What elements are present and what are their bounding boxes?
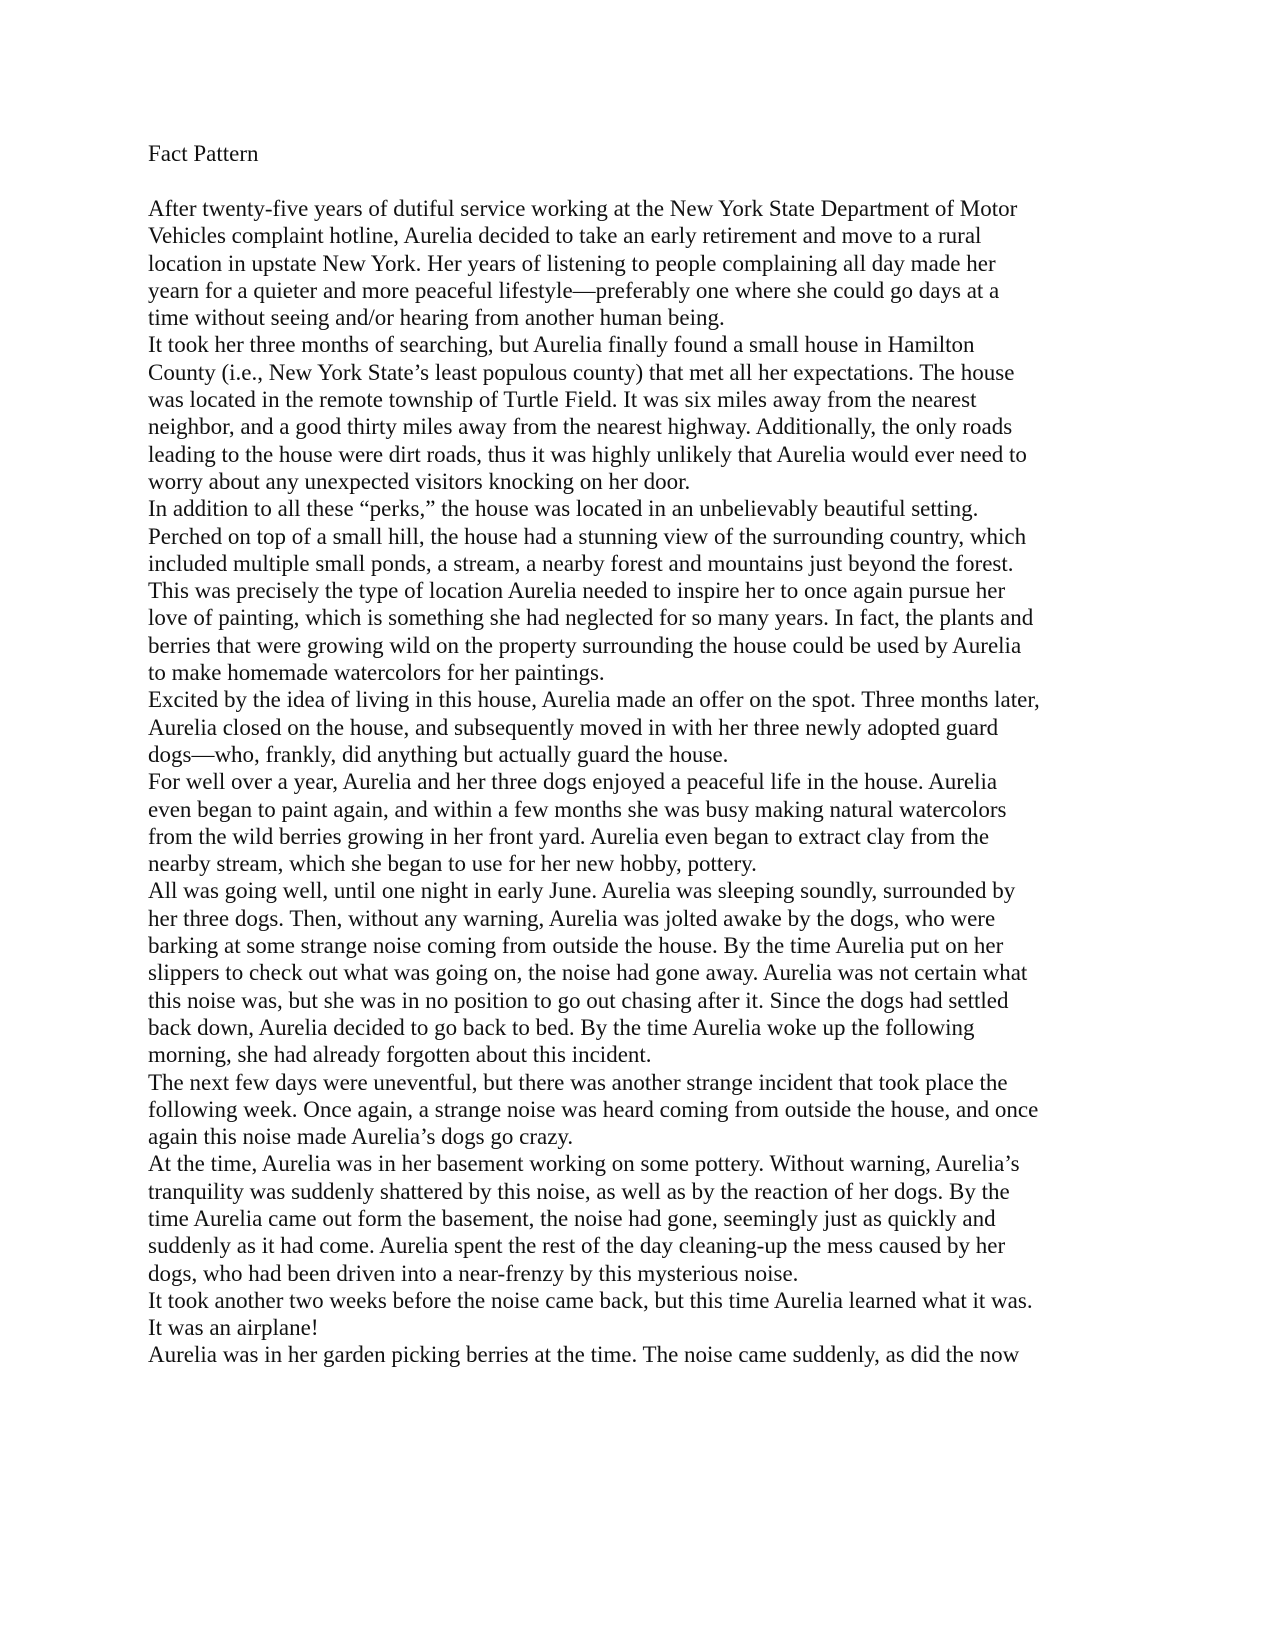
paragraph — [148, 877, 1138, 1068]
text-line: This was precisely the type of location Aurelia needed to inspire her to once again pursue her — [148, 578, 1006, 604]
text-line: to make homemade watercolors for her paintings. — [148, 660, 605, 686]
paragraph-container — [148, 195, 1138, 1369]
text-line: time without seeing and/or hearing from another human being. — [148, 305, 725, 331]
text-line: neighbor, and a good thirty miles away from the nearest highway. Additionally, the only roads — [148, 414, 1013, 440]
paragraph — [148, 768, 1138, 877]
text-line: back down, Aurelia decided to go back to bed. By the time Aurelia woke up the following — [148, 1014, 975, 1040]
text-line: At the time, Aurelia was in her basement working on some pottery. Without warning, Aurelia’s — [148, 1151, 1020, 1177]
paragraph — [148, 686, 1138, 768]
text-line: following week. Once again, a strange noise was heard coming from outside the house, and once — [148, 1096, 1039, 1122]
text-line: tranquility was suddenly shattered by this noise, as well as by the reaction of her dogs. By the — [148, 1178, 1010, 1204]
text-line: time Aurelia came out form the basement, the noise had gone, seemingly just as quickly and — [148, 1205, 996, 1231]
paragraph — [148, 1287, 1138, 1342]
text-line: County (i.e., New York State’s least populous county) that met all her expectations. The house — [148, 359, 1015, 385]
text-line: from the wild berries growing in her front yard. Aurelia even began to extract clay from the — [148, 823, 990, 849]
paragraph — [148, 1150, 1138, 1286]
text-line: For well over a year, Aurelia and her three dogs enjoyed a peaceful life in the house. Aurelia — [148, 769, 998, 795]
text-line: leading to the house were dirt roads, thus it was highly unlikely that Aurelia would ever need to — [148, 441, 1027, 467]
text-line: The next few days were uneventful, but there was another strange incident that took place the — [148, 1069, 1008, 1095]
text-line: even began to paint again, and within a few months she was busy making natural watercolors — [148, 796, 1007, 822]
document-body — [148, 140, 1138, 1369]
text-line: berries that were growing wild on the property surrounding the house could be used by Aurelia — [148, 632, 1022, 658]
paragraph — [148, 495, 1138, 686]
text-line: barking at some strange noise coming from outside the house. By the time Aurelia put on her — [148, 933, 1004, 959]
text-line: It took her three months of searching, but Aurelia finally found a small house in Hamilton — [148, 332, 975, 358]
text-line: again this noise made Aurelia’s dogs go crazy. — [148, 1124, 574, 1150]
text-line: dogs—who, frankly, did anything but actually guard the house. — [148, 741, 729, 767]
text-line: It took another two weeks before the noise came back, but this time Aurelia learned what it was. — [148, 1287, 1033, 1313]
text-line: It was an airplane! — [148, 1315, 319, 1341]
paragraph — [148, 1069, 1138, 1151]
paragraph — [148, 195, 1138, 331]
text-line: In addition to all these “perks,” the house was located in an unbelievably beautiful setting. — [148, 496, 979, 522]
text-line: Perched on top of a small hill, the house had a stunning view of the surrounding country, which — [148, 523, 1027, 549]
text-line: nearby stream, which she began to use for her new hobby, pottery. — [148, 851, 757, 877]
text-line: worry about any unexpected visitors knocking on her door. — [148, 468, 691, 494]
text-line: Aurelia was in her garden picking berries at the time. The noise came suddenly, as did the now — [148, 1342, 1020, 1368]
text-line: After twenty-five years of dutiful service working at the New York State Department of Motor — [148, 196, 1018, 221]
text-line: love of painting, which is something she had neglected for so many years. In fact, the plants and — [148, 605, 1034, 631]
paragraph — [148, 331, 1138, 495]
text-line: Vehicles complaint hotline, Aurelia decided to take an early retirement and move to a rural — [148, 223, 982, 249]
text-line: All was going well, until one night in early June. Aurelia was sleeping soundly, surrounded by — [148, 878, 1016, 904]
text-line: morning, she had already forgotten about this incident. — [148, 1042, 652, 1068]
text-line: included multiple small ponds, a stream, a nearby forest and mountains just beyond the forest. — [148, 550, 1014, 576]
text-line: slippers to check out what was going on, the noise had gone away. Aurelia was not certain what — [148, 960, 1028, 986]
text-line: suddenly as it had come. Aurelia spent the rest of the day cleaning-up the mess caused by her — [148, 1233, 1006, 1259]
text-line: this noise was, but she was in no position to go out chasing after it. Since the dogs had settled — [148, 987, 1009, 1013]
paragraph — [148, 1341, 1138, 1368]
text-line: location in upstate New York. Her years of listening to people complaining all day made her — [148, 250, 996, 276]
text-line: Excited by the idea of living in this house, Aurelia made an offer on the spot. Three months later, — [148, 687, 1040, 713]
text-line: dogs, who had been driven into a near-frenzy by this mysterious noise. — [148, 1260, 799, 1286]
text-line: Aurelia closed on the house, and subsequently moved in with her three newly adopted guard — [148, 714, 999, 740]
text-line: yearn for a quieter and more peaceful lifestyle—preferably one where she could go days at a — [148, 277, 1000, 303]
text-line: her three dogs. Then, without any warning, Aurelia was jolted awake by the dogs, who were — [148, 905, 996, 931]
text-line: was located in the remote township of Turtle Field. It was six miles away from the nearest — [148, 387, 977, 413]
document-title: Fact Pattern — [148, 141, 259, 166]
